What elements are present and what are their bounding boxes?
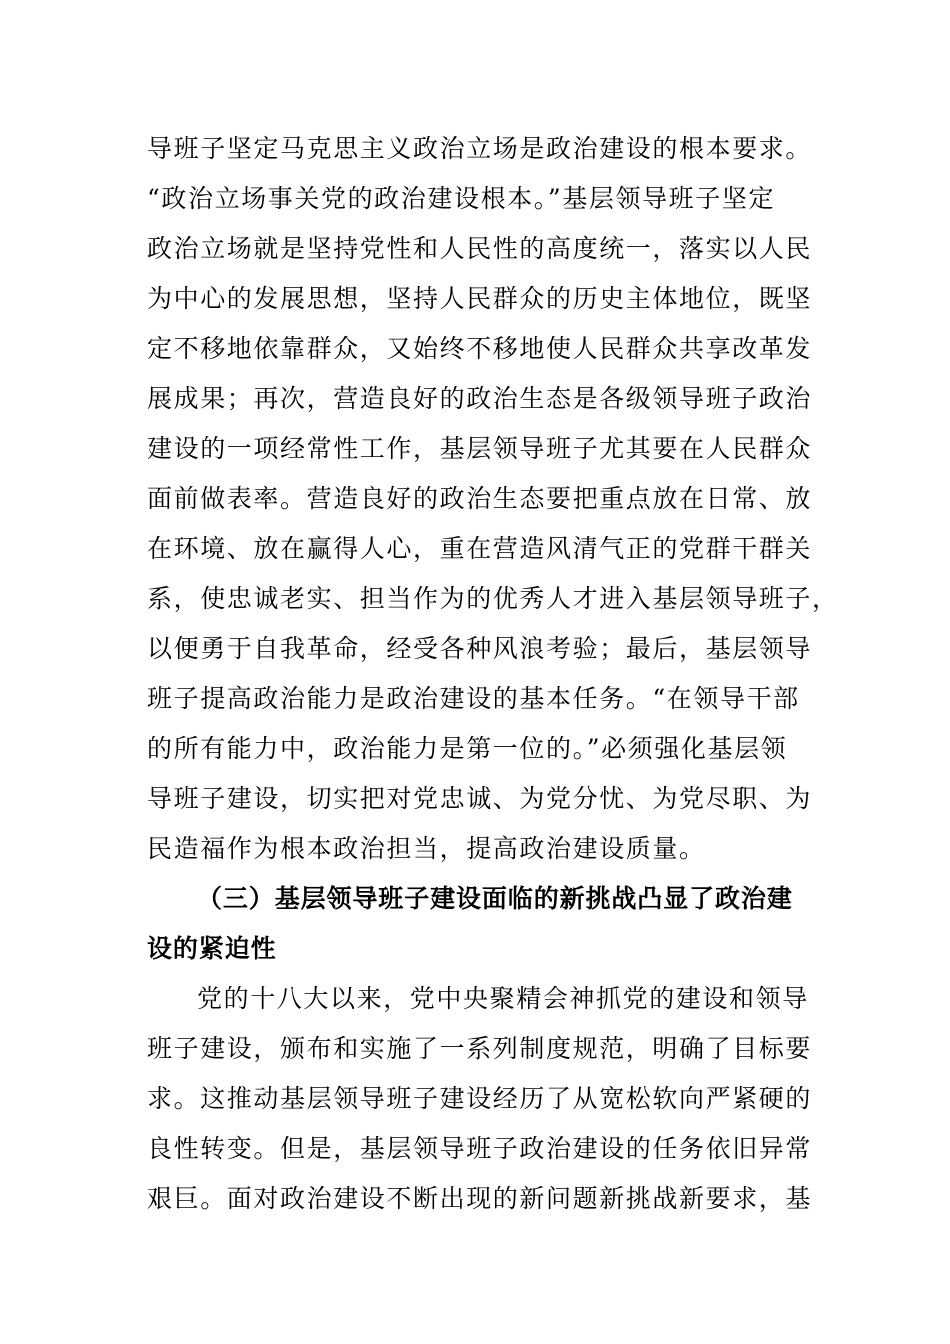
body-line: 系，使忠诚老实、担当作为的优秀人才进入基层领导班子， xyxy=(147,584,839,613)
body-line: 面前做表率。营造良好的政治生态要把重点放在日常、放 xyxy=(147,484,813,513)
body-line: 导班子坚定马克思主义政治立场是政治建设的根本要求。 xyxy=(147,134,813,163)
body-line: 定不移地依靠群众，又始终不移地使人民群众共享改革发 xyxy=(147,334,813,363)
body-line: 建设的一项经常性工作，基层领导班子尤其要在人民群众 xyxy=(147,434,813,463)
body-line: 展成果；再次，营造良好的政治生态是各级领导班子政治 xyxy=(147,384,813,413)
body-line: 班子提高政治能力是政治建设的基本任务。“在领导干部 xyxy=(147,684,800,713)
body-line: 的所有能力中，政治能力是第一位的。”必须强化基层领 xyxy=(147,734,788,763)
body-line: 良性转变。但是，基层领导班子政治建设的任务依旧异常 xyxy=(147,1134,813,1163)
body-line: 政治立场就是坚持党性和人民性的高度统一，落实以人民 xyxy=(147,234,813,263)
section-heading-line: （三）基层领导班子建设面临的新挑战凸显了政治建 xyxy=(197,884,793,913)
body-line: 艰巨。面对政治建设不断出现的新问题新挑战新要求，基 xyxy=(147,1184,813,1213)
body-line: 班子建设，颁布和实施了一系列制度规范，明确了目标要 xyxy=(147,1034,813,1063)
paragraph-first-line: 党的十八大以来，党中央聚精会神抓党的建设和领导 xyxy=(197,984,809,1013)
body-line: 求。这推动基层领导班子建设经历了从宽松软向严紧硬的 xyxy=(147,1084,813,1113)
body-line: 在环境、放在赢得人心，重在营造风清气正的党群干群关 xyxy=(147,534,813,563)
body-line: 导班子建设，切实把对党忠诚、为党分忧、为党尽职、为 xyxy=(147,784,813,813)
body-line: “政治立场事关党的政治建设根本。”基层领导班子坚定 xyxy=(147,184,776,213)
section-heading-line: 设的紧迫性 xyxy=(147,934,277,963)
text-body xyxy=(147,124,839,1224)
body-line: 民造福作为根本政治担当，提高政治建设质量。 xyxy=(147,834,706,863)
body-line: 为中心的发展思想，坚持人民群众的历史主体地位，既坚 xyxy=(147,284,813,313)
body-line: 以便勇于自我革命，经受各种风浪考验；最后，基层领导 xyxy=(147,634,813,663)
